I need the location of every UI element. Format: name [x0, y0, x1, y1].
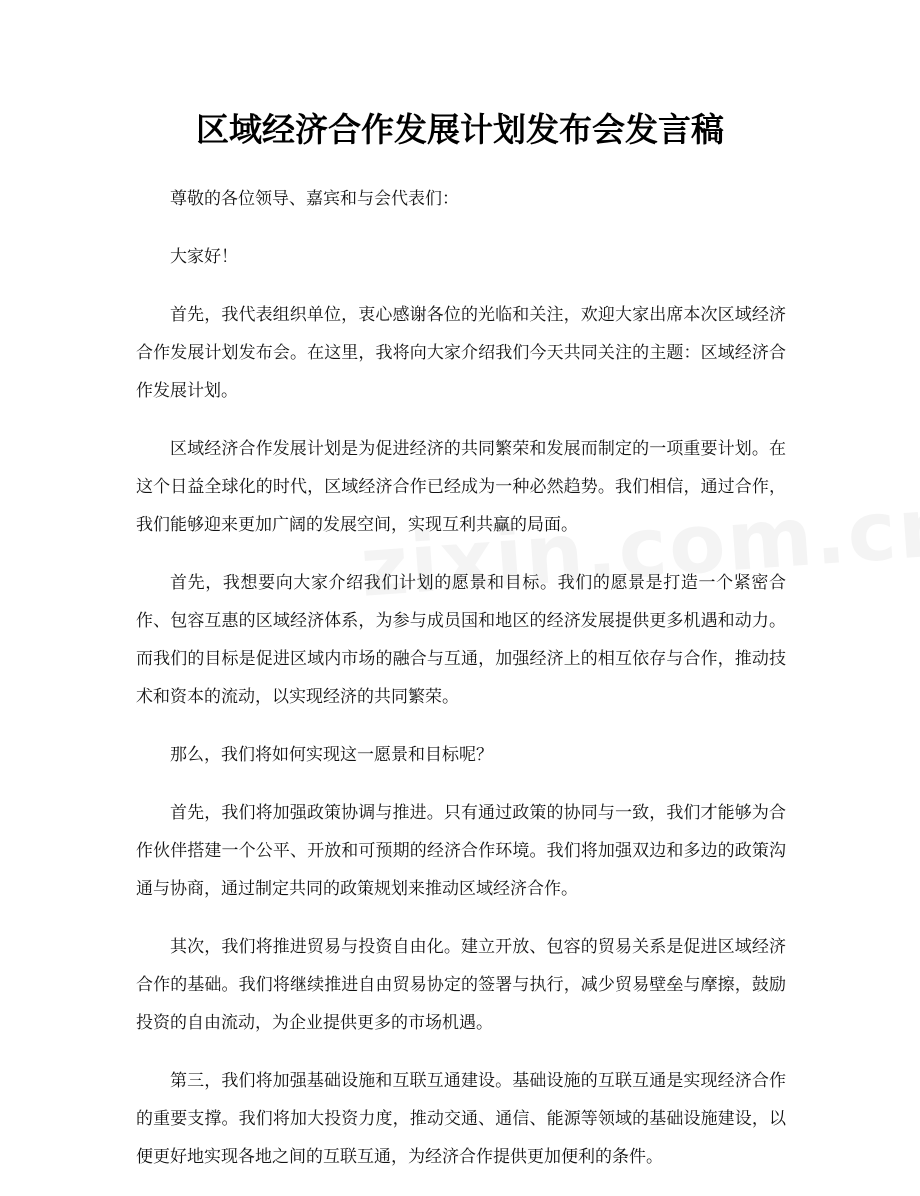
- document-body: [136, 180, 786, 1196]
- paragraph-welcome: 首先，我代表组织单位，衷心感谢各位的光临和关注，欢迎大家出席本次区域经济合作发展计划发布会。在这里，我将向大家介绍我们今天共同关注的主题：区域经济合作发展计划。: [136, 305, 786, 401]
- paragraph-question: 那么，我们将如何实现这一愿景和目标呢？: [170, 745, 493, 765]
- paragraph-policy: 首先，我们将加强政策协调与推进。只有通过政策的协同与一致，我们才能够为合作伙伴搭建一个公平、开放和可预期的经济合作环境。我们将加强双边和多边的政策沟通与协商，通过制定共同的政策规划来推动区域经济合作。: [136, 803, 786, 899]
- document-title: 区域经济合作发展计划发布会发言稿: [196, 110, 724, 149]
- paragraph-salutation: 尊敬的各位领导、嘉宾和与会代表们：: [170, 189, 459, 209]
- paragraph-greeting: 大家好！: [170, 247, 238, 267]
- paragraph-vision-goals: 首先，我想要向大家介绍我们计划的愿景和目标。我们的愿景是打造一个紧密合作、包容互惠的区域经济体系，为参与成员国和地区的经济发展提供更多机遇和动力。而我们的目标是促进区域内市场的融合与互通，加强经济上的相互依存与合作，推动技术和资本的流动，以实现经济的共同繁荣。: [136, 573, 786, 707]
- paragraph-infrastructure: 第三，我们将加强基础设施和互联互通建设。基础设施的互联互通是实现经济合作的重要支撑。我们将加大投资力度，推动交通、通信、能源等领域的基础设施建设，以便更好地实现各地之间的互联互通，为经济合作提供更加便利的条件。: [136, 1071, 786, 1167]
- paragraph-plan-intro: 区域经济合作发展计划是为促进经济的共同繁荣和发展而制定的一项重要计划。在这个日益全球化的时代，区域经济合作已经成为一种必然趋势。我们相信，通过合作，我们能够迎来更加广阔的发展空间，实现互利共赢的局面。: [136, 439, 786, 535]
- paragraph-trade: 其次，我们将推进贸易与投资自由化。建立开放、包容的贸易关系是促进区域经济合作的基础。我们将继续推进自由贸易协定的签署与执行，减少贸易壁垒与摩擦，鼓励投资的自由流动，为企业提供更多的市场机遇。: [136, 937, 786, 1033]
